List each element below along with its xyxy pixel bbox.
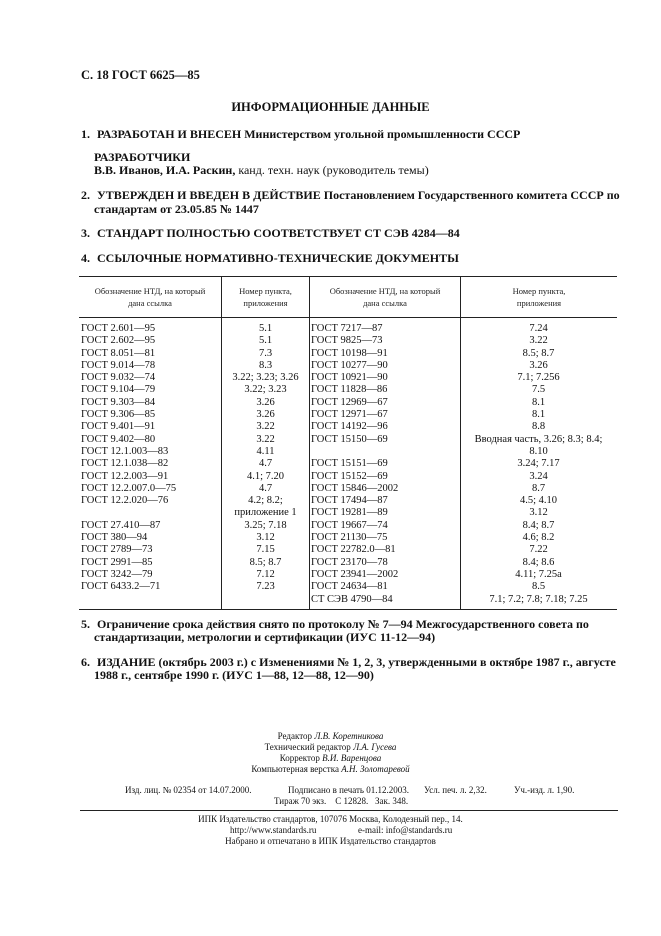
section-number: 5. — [81, 617, 90, 631]
table-cell: 4.6; 8.2 — [522, 532, 555, 544]
publisher-address: ИПК Издательство стандартов, 107076 Москва, Колодезный пер., 14. — [198, 814, 463, 824]
right-names-column — [311, 323, 459, 606]
tech-editor-line: Технический редактор Л.А. Гусева — [264, 742, 397, 752]
table-cell: ГОСТ 15151—69 — [311, 458, 388, 470]
table-cell: 4.7 — [258, 458, 273, 470]
table-cell: 7.12 — [256, 568, 275, 580]
section-3-text: СТАНДАРТ ПОЛНОСТЬЮ СООТВЕТСТВУЕТ СТ СЭВ 4284—84 — [97, 226, 460, 240]
table-cell: ГОСТ 12.1.003—83 — [81, 445, 169, 457]
table-cell: ГОСТ 12.2.020—76 — [81, 495, 169, 507]
section-2-text: Постановлением Государственного комитета СССР по — [323, 188, 620, 202]
table-cell: приложение 1 — [234, 507, 297, 519]
table-cell: 8.8 — [531, 421, 546, 433]
table-cell: 3.26 — [256, 396, 275, 408]
table-cell: ГОСТ 15150—69 — [311, 433, 388, 445]
left-numbers-column — [222, 323, 309, 594]
table-cell: ГОСТ 27.410—87 — [81, 519, 161, 531]
section-4-text: ССЫЛОЧНЫЕ НОРМАТИВНО-ТЕХНИЧЕСКИЕ ДОКУМЕНТЫ — [97, 251, 459, 265]
table-cell: 3.24; 7.17 — [517, 458, 560, 470]
table-cell: ГОСТ 9825—73 — [311, 335, 383, 347]
table-cell: ГОСТ 10921—90 — [311, 372, 388, 384]
section-3 — [81, 226, 460, 240]
table-cell: ГОСТ 19281—89 — [311, 507, 388, 519]
table-bottom-rule — [79, 609, 617, 610]
section-number: 2. — [81, 188, 90, 202]
table-cell: 5.1 — [258, 335, 273, 347]
table-cell: ГОСТ 9.401—91 — [81, 421, 156, 433]
table-top-rule — [79, 276, 617, 277]
table-header-name: Обозначение НТД, на который дана ссылка — [329, 286, 441, 308]
table-cell: 3.22 — [256, 421, 275, 433]
table-cell: 4.1; 7.20 — [246, 470, 285, 482]
table-cell: 8.1 — [531, 396, 546, 408]
section-6 — [81, 655, 616, 669]
table-cell: ГОСТ 6433.2—71 — [81, 581, 161, 593]
section-5 — [81, 617, 589, 631]
table-cell: ГОСТ 9.014—78 — [81, 359, 156, 371]
table-cell: 3.26 — [529, 359, 548, 371]
section-number: 3. — [81, 226, 90, 240]
table-cell: 3.26 — [256, 409, 275, 421]
table-cell: ГОСТ 12971—67 — [311, 409, 388, 421]
circulation-info: Тираж 70 экз. С 12828. Зак. 348. — [274, 796, 409, 806]
section-4 — [81, 251, 459, 265]
table-cell: ГОСТ 23941—2002 — [311, 568, 399, 580]
references-table — [79, 276, 617, 610]
table-cell: ГОСТ 2789—73 — [81, 544, 153, 556]
table-cell: 8.5; 8.7 — [522, 347, 555, 359]
section-5-text-cont: стандартизации, метрологии и сертификации (ИУС 11-12—94) — [94, 630, 436, 644]
table-cell: 3.25; 7.18 — [244, 519, 287, 531]
publisher-website[interactable]: http://www.standards.ru — [230, 825, 317, 835]
table-cell: СТ СЭВ 4790—84 — [311, 593, 393, 605]
table-cell: 8.7 — [531, 482, 546, 494]
table-cell: 7.23 — [256, 581, 275, 593]
table-cell — [311, 446, 459, 458]
developers-line — [94, 163, 429, 177]
page-header: С. 18 ГОСТ 6625—85 — [81, 68, 200, 82]
corrector-line: Корректор В.И. Варенцова — [279, 753, 382, 763]
table-cell: ГОСТ 3242—79 — [81, 568, 153, 580]
table-cell: ГОСТ 2991—85 — [81, 556, 153, 568]
developers-role: канд. техн. наук (руководитель темы) — [238, 163, 429, 177]
table-cell: 8.4; 8.6 — [522, 556, 555, 568]
table-cell: ГОСТ 12.2.007.0—75 — [81, 482, 177, 494]
page-title: ИНФОРМАЦИОННЫЕ ДАННЫЕ — [231, 100, 430, 114]
table-cell: 4.11; 7.25а — [515, 568, 562, 580]
table-divider — [309, 276, 310, 610]
table-cell: ГОСТ 9.032—74 — [81, 372, 156, 384]
layout-line: Компьютерная верстка А.Н. Золотаревой — [251, 764, 410, 774]
table-cell: 4.7 — [258, 482, 273, 494]
table-cell: 7.22 — [529, 544, 548, 556]
table-header-rule — [79, 317, 617, 318]
table-cell: ГОСТ 10277—90 — [311, 359, 388, 371]
table-cell: 3.22; 3.23 — [244, 384, 287, 396]
license-info: Изд. лиц. № 02354 от 14.07.2000. — [125, 785, 252, 795]
editor-line: Редактор Л.В. Коретникова — [277, 731, 384, 741]
table-cell: 8.4; 8.7 — [522, 519, 555, 531]
section-number: 6. — [81, 655, 90, 669]
table-cell: ГОСТ 380—94 — [81, 532, 148, 544]
table-header-name: Обозначение НТД, на который дана ссылка — [94, 286, 206, 308]
footer-rule — [80, 810, 618, 811]
table-cell: ГОСТ 19667—74 — [311, 519, 388, 531]
table-cell: ГОСТ 8.051—81 — [81, 347, 156, 359]
table-cell: ГОСТ 7217—87 — [311, 323, 383, 334]
table-cell: 7.3 — [258, 347, 273, 359]
table-cell: ГОСТ 15846—2002 — [311, 482, 399, 494]
table-cell: ГОСТ 12.1.038—82 — [81, 458, 169, 470]
table-cell: 3.22 — [529, 335, 548, 347]
table-header-number: Номер пункта, приложения — [512, 286, 566, 308]
table-cell: ГОСТ 9.402—80 — [81, 433, 156, 445]
table-cell: ГОСТ 24634—81 — [311, 581, 388, 593]
section-1-text: Министерством угольной промышленности СССР — [244, 127, 521, 141]
table-cell: ГОСТ 9.303—84 — [81, 396, 156, 408]
print-sheets: Усл. печ. л. 2,32. — [424, 785, 487, 795]
table-cell: 7.15 — [256, 544, 275, 556]
section-5-text: Ограничение срока действия снято по протоколу № 7—94 Межгосударственного совета по — [97, 617, 589, 631]
table-cell: 3.12 — [529, 507, 548, 519]
table-cell: Вводная часть, 3.26; 8.3; 8.4; — [474, 433, 603, 445]
table-cell: ГОСТ 23170—78 — [311, 556, 388, 568]
table-cell: ГОСТ 9.104—79 — [81, 384, 156, 396]
section-2-text-cont: стандартам от 23.05.85 № 1447 — [94, 202, 259, 216]
table-cell: 3.12 — [256, 532, 275, 544]
section-number: 4. — [81, 251, 90, 265]
table-cell: 3.22 — [256, 433, 275, 445]
printed-by: Набрано и отпечатано в ИПК Издательство стандартов — [225, 836, 436, 846]
table-cell: ГОСТ 10198—91 — [311, 347, 388, 359]
right-numbers-column — [461, 323, 616, 606]
table-cell: 8.1 — [531, 409, 546, 421]
section-6-text: ИЗДАНИЕ (октябрь 2003 г.) с Изменениями № 1, 2, 3, утвержденными в октябре 1987 г., августе — [97, 655, 616, 669]
table-cell: 8.5; 8.7 — [249, 556, 282, 568]
table-cell: 8.3 — [258, 359, 273, 371]
table-cell: 5.1 — [258, 323, 273, 334]
table-cell: 7.1; 7.2; 7.8; 7.18; 7.25 — [489, 593, 588, 605]
table-cell: 7.5 — [531, 384, 546, 396]
table-cell: ГОСТ 17494—87 — [311, 495, 388, 507]
table-header-number: Номер пункта, приложения — [239, 286, 292, 308]
print-date: Подписано в печать 01.12.2003. — [288, 785, 410, 795]
table-cell: ГОСТ 12.2.003—91 — [81, 470, 169, 482]
table-cell: 4.11 — [256, 445, 275, 457]
table-cell: ГОСТ 9.306—85 — [81, 409, 156, 421]
table-cell: ГОСТ 12969—67 — [311, 396, 388, 408]
table-cell: ГОСТ 14192—96 — [311, 421, 388, 433]
publish-sheets: Уч.-изд. л. 1,90. — [514, 785, 575, 795]
developers-title: РАЗРАБОТЧИКИ — [94, 150, 191, 164]
table-cell: 8.5 — [531, 581, 546, 593]
table-cell: 4.2; 8.2; — [248, 495, 283, 507]
table-cell: ГОСТ 2.602—95 — [81, 335, 156, 347]
table-cell: ГОСТ 11828—86 — [311, 384, 388, 396]
table-cell: 4.5; 4.10 — [519, 495, 558, 507]
table-cell: ГОСТ 21130—75 — [311, 532, 388, 544]
table-cell: 8.10 — [529, 445, 548, 457]
section-2-heading: УТВЕРЖДЕН И ВВЕДЕН В ДЕЙСТВИЕ — [97, 188, 321, 202]
table-cell: 7.24 — [529, 323, 548, 334]
section-6-text-cont: 1988 г., сентябре 1990 г. (ИУС 1—88, 12—88, 12—90) — [94, 668, 374, 682]
left-names-column — [81, 323, 221, 594]
table-cell: ГОСТ 22782.0—81 — [311, 544, 396, 556]
table-cell — [81, 507, 221, 519]
table-cell: ГОСТ 2.601—95 — [81, 323, 156, 334]
table-cell: 3.24 — [529, 470, 548, 482]
table-cell: 3.22; 3.23; 3.26 — [232, 372, 299, 384]
developers-names: В.В. Иванов, И.А. Раскин, — [94, 163, 236, 177]
table-cell: 7.1; 7.256 — [517, 372, 560, 384]
section-2 — [81, 188, 620, 202]
publisher-email[interactable]: e-mail: info@standards.ru — [358, 825, 453, 835]
section-1-heading: РАЗРАБОТАН И ВНЕСЕН — [97, 127, 242, 141]
section-number: 1. — [81, 127, 90, 141]
section-1 — [81, 127, 520, 141]
table-cell: ГОСТ 15152—69 — [311, 470, 388, 482]
